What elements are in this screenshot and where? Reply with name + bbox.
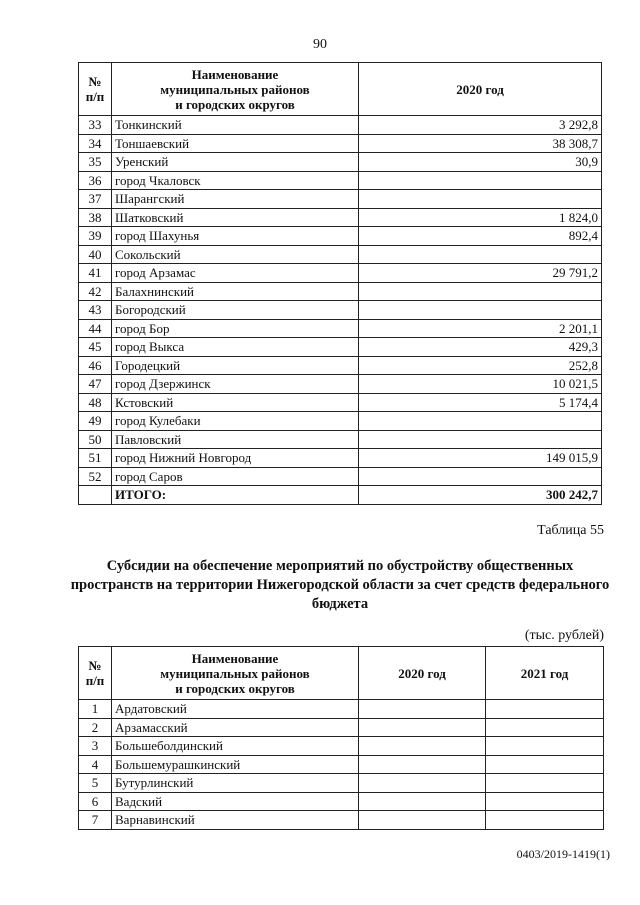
row-number: 33 [79,116,112,135]
row-number: 44 [79,319,112,338]
row-number: 7 [79,811,112,830]
municipality-name: Шарангский [112,190,359,209]
table-row [79,190,602,209]
municipality-name: город Кулебаки [112,412,359,431]
municipality-name: Тонкинский [112,116,359,135]
value-2020 [359,811,486,830]
row-number: 47 [79,375,112,394]
total-row [79,486,602,505]
table-header-row [79,63,602,116]
col-name-header: Наименование муниципальных районов и городских округов [112,647,359,700]
municipality-name: город Чкаловск [112,171,359,190]
col-2021-header: 2021 год [486,647,604,700]
municipality-name: город Выкса [112,338,359,357]
value-2020 [359,737,486,756]
table-row [79,338,602,357]
table-row [79,412,602,431]
row-number: 42 [79,282,112,301]
subsidy-table-55 [78,646,604,830]
value-2020: 3 292,8 [359,116,602,135]
municipality-name: Уренский [112,153,359,172]
value-2020 [359,301,602,320]
table-row [79,319,602,338]
row-number: 38 [79,208,112,227]
municipality-name: Бутурлинский [112,774,359,793]
table-row [79,755,604,774]
table-row [79,792,604,811]
value-2020: 38 308,7 [359,134,602,153]
table-row [79,700,604,719]
value-2020: 429,3 [359,338,602,357]
value-2020: 149 015,9 [359,449,602,468]
value-2021 [486,792,604,811]
value-2020 [359,282,602,301]
col-2020-header: 2020 год [359,63,602,116]
municipality-name: Большемурашкинский [112,755,359,774]
total-number-cell [79,486,112,505]
table-row [79,449,602,468]
table-row [79,301,602,320]
value-2020: 30,9 [359,153,602,172]
value-2020: 2 201,1 [359,319,602,338]
table-row [79,718,604,737]
municipality-name: Сокольский [112,245,359,264]
municipality-name: Большеболдинский [112,737,359,756]
table-row [79,811,604,830]
table-row [79,282,602,301]
value-2021 [486,811,604,830]
value-2020 [359,467,602,486]
table-row [79,356,602,375]
municipality-name: город Арзамас [112,264,359,283]
row-number: 50 [79,430,112,449]
municipality-name: город Нижний Новгород [112,449,359,468]
value-2020 [359,718,486,737]
value-2021 [486,755,604,774]
col-number-header: № п/п [79,63,112,116]
row-number: 52 [79,467,112,486]
row-number: 36 [79,171,112,190]
table-row [79,393,602,412]
value-2020 [359,190,602,209]
table-row [79,774,604,793]
row-number: 3 [79,737,112,756]
table-row [79,208,602,227]
row-number: 48 [79,393,112,412]
municipality-name: город Бор [112,319,359,338]
value-2021 [486,737,604,756]
row-number: 49 [79,412,112,431]
table-title: Субсидии на обеспечение мероприятий по обустройству общественных пространств на территории Нижегородской области за счет средств федерального бюджета [70,558,610,612]
table-row [79,153,602,172]
municipality-name: Павловский [112,430,359,449]
value-2021 [486,700,604,719]
value-2020: 10 021,5 [359,375,602,394]
value-2020 [359,755,486,774]
table-row [79,375,602,394]
table-row [79,264,602,283]
value-2020 [359,792,486,811]
row-number: 4 [79,755,112,774]
value-2020: 5 174,4 [359,393,602,412]
value-2020 [359,171,602,190]
municipality-name: город Дзержинск [112,375,359,394]
value-2020 [359,412,602,431]
municipality-name: Варнавинский [112,811,359,830]
table-row [79,430,602,449]
units-note: (тыс. рублей) [524,628,604,643]
municipality-name: Шатковский [112,208,359,227]
document-code: 0403/2019-1419(1) [516,847,610,861]
municipality-name: Вадский [112,792,359,811]
total-value: 300 242,7 [359,486,602,505]
row-number: 37 [79,190,112,209]
municipality-name: город Шахунья [112,227,359,246]
col-2020-header: 2020 год [359,647,486,700]
row-number: 35 [79,153,112,172]
table-row [79,227,602,246]
municipality-name: город Саров [112,467,359,486]
value-2020 [359,700,486,719]
municipality-name: Городецкий [112,356,359,375]
table-label: Таблица 55 [537,523,604,538]
row-number: 40 [79,245,112,264]
municipality-name: Ардатовский [112,700,359,719]
value-2021 [486,774,604,793]
row-number: 51 [79,449,112,468]
col-number-header: № п/п [79,647,112,700]
subsidy-table-54-continued [78,62,602,505]
row-number: 43 [79,301,112,320]
page-number: 90 [313,37,327,52]
municipality-name: Богородский [112,301,359,320]
value-2020: 252,8 [359,356,602,375]
table-body [79,116,602,486]
value-2021 [486,718,604,737]
municipality-name: Кстовский [112,393,359,412]
table-row [79,737,604,756]
row-number: 46 [79,356,112,375]
table-row [79,171,602,190]
value-2020 [359,430,602,449]
value-2020: 29 791,2 [359,264,602,283]
row-number: 2 [79,718,112,737]
value-2020: 1 824,0 [359,208,602,227]
municipality-name: Тоншаевский [112,134,359,153]
row-number: 6 [79,792,112,811]
row-number: 1 [79,700,112,719]
value-2020: 892,4 [359,227,602,246]
municipality-name: Балахнинский [112,282,359,301]
value-2020 [359,774,486,793]
table-row [79,467,602,486]
row-number: 34 [79,134,112,153]
table-row [79,245,602,264]
municipality-name: Арзамасский [112,718,359,737]
total-label: ИТОГО: [112,486,359,505]
value-2020 [359,245,602,264]
row-number: 5 [79,774,112,793]
table-row [79,134,602,153]
table-header-row [79,647,604,700]
row-number: 39 [79,227,112,246]
col-name-header: Наименование муниципальных районов и городских округов [112,63,359,116]
table-row [79,116,602,135]
row-number: 45 [79,338,112,357]
row-number: 41 [79,264,112,283]
table-body [79,700,604,830]
